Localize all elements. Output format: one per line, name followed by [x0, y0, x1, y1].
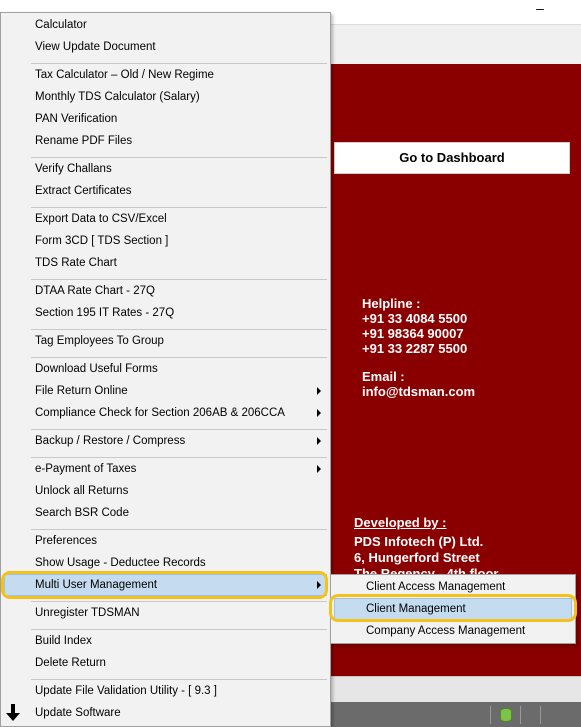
- database-icon: [500, 708, 512, 722]
- menu-item-tag-employees[interactable]: Tag Employees To Group: [35, 335, 164, 347]
- status-bar: [330, 702, 581, 727]
- menu-item-rename-pdf-files[interactable]: Rename PDF Files: [35, 135, 133, 147]
- developer-line: PDS Infotech (P) Ltd.: [354, 534, 484, 549]
- status-divider: [540, 706, 541, 724]
- developed-by-label: Developed by :: [354, 515, 447, 530]
- menu-item-export-data[interactable]: Export Data to CSV/Excel: [35, 213, 167, 225]
- menu-item-label: Multi User Management: [35, 579, 158, 591]
- menu-item-preferences[interactable]: Preferences: [35, 535, 98, 547]
- app-bottom-panel: [330, 676, 581, 703]
- menu-item-tds-rate-chart[interactable]: TDS Rate Chart: [35, 257, 117, 269]
- menu-item-update-file-validation-utility[interactable]: Update File Validation Utility - [ 9.3 ]: [35, 685, 217, 697]
- helpline-phone: +91 98364 90007: [362, 326, 464, 341]
- submenu-arrow-icon: [317, 581, 321, 589]
- menu-item-form-3cd[interactable]: Form 3CD [ TDS Section ]: [35, 235, 169, 247]
- status-divider: [520, 706, 521, 724]
- down-arrow-icon: [6, 704, 20, 722]
- submenu-arrow-icon: [317, 465, 321, 473]
- menu-item-pan-verification[interactable]: PAN Verification: [35, 113, 118, 125]
- menu-item-download-useful-forms[interactable]: Download Useful Forms: [35, 363, 158, 375]
- menu-item-unlock-all-returns[interactable]: Unlock all Returns: [35, 485, 129, 497]
- menu-item-file-return-online[interactable]: [4, 380, 327, 402]
- menu-item-compliance-check[interactable]: [4, 402, 327, 424]
- menu-item-label: e-Payment of Taxes: [35, 463, 137, 475]
- menu-item-backup-restore[interactable]: [4, 430, 327, 452]
- menu-item-label: File Return Online: [35, 385, 128, 397]
- menu-item-unregister-tdsman[interactable]: Unregister TDSMAN: [35, 607, 140, 619]
- menu-item-update-software[interactable]: Update Software: [35, 707, 121, 719]
- menu-item-multi-user-management[interactable]: [4, 574, 327, 596]
- menu-item-view-update-document[interactable]: View Update Document: [35, 41, 156, 53]
- developer-line: 6, Hungerford Street: [354, 550, 480, 565]
- menu-item-e-payment-of-taxes[interactable]: [4, 458, 327, 480]
- helpline-phone: +91 33 4084 5500: [362, 311, 468, 326]
- menu-item-dtaa-rate-chart[interactable]: DTAA Rate Chart - 27Q: [35, 285, 155, 297]
- menu-item-label: Compliance Check for Section 206AB & 206CCA: [35, 407, 285, 419]
- menu-item-delete-return[interactable]: Delete Return: [35, 657, 106, 669]
- menu-item-monthly-tds-calculator[interactable]: Monthly TDS Calculator (Salary): [35, 91, 200, 103]
- menu-item-search-bsr-code[interactable]: Search BSR Code: [35, 507, 129, 519]
- status-divider: [490, 706, 491, 724]
- submenu-arrow-icon: [317, 437, 321, 445]
- menu-item-label: Backup / Restore / Compress: [35, 435, 186, 447]
- multi-user-submenu: [330, 574, 576, 644]
- menu-item-build-index[interactable]: Build Index: [35, 635, 92, 647]
- menu-item-calculator[interactable]: Calculator: [35, 19, 87, 31]
- submenu-arrow-icon: [317, 409, 321, 417]
- submenu-arrow-icon: [317, 387, 321, 395]
- menu-item-section-195-it-rates[interactable]: Section 195 IT Rates - 27Q: [35, 307, 175, 319]
- go-to-dashboard-button[interactable]: Go to Dashboard: [334, 142, 570, 174]
- menu-item-extract-certificates[interactable]: Extract Certificates: [35, 185, 132, 197]
- helpline-label: Helpline :: [362, 296, 421, 311]
- email-label: Email :: [362, 369, 405, 384]
- submenu-item-company-access-management[interactable]: Company Access Management: [366, 625, 526, 637]
- menu-item-show-usage[interactable]: Show Usage - Deductee Records: [35, 557, 206, 569]
- minimize-button[interactable]: –: [536, 0, 544, 16]
- menu-item-tax-calculator[interactable]: Tax Calculator – Old / New Regime: [35, 69, 214, 81]
- helpline-phone: +91 33 2287 5500: [362, 341, 468, 356]
- submenu-item-client-access-management[interactable]: Client Access Management: [366, 581, 506, 593]
- email-address: info@tdsman.com: [362, 384, 476, 399]
- tools-popup-menu: [0, 12, 331, 727]
- menu-item-verify-challans[interactable]: Verify Challans: [35, 163, 112, 175]
- submenu-item-client-management[interactable]: Client Management: [334, 598, 572, 620]
